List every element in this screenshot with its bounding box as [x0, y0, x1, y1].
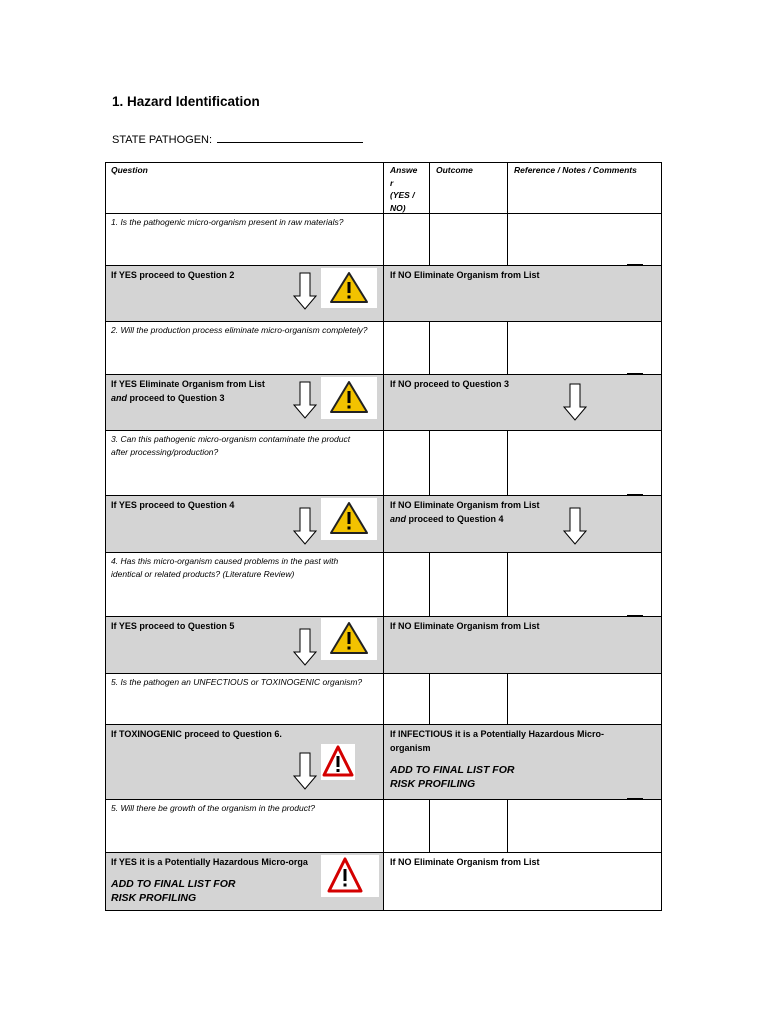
action-6-yes: If YES it is a Potentially Hazardous Micro-orga — [111, 857, 308, 867]
warning-yellow-icon — [321, 498, 377, 540]
action-5-toxinogenic: If TOXINOGENIC proceed to Question 6. — [111, 729, 282, 739]
header-reference: Reference / Notes / Comments — [514, 165, 637, 175]
action-5-infectious: If INFECTIOUS it is a Potentially Hazardous Micro- organism ADD TO FINAL LIST FOR RISK PROFILING — [390, 729, 605, 790]
question-1: 1. Is the pathogenic micro-organism present in raw materials? — [111, 217, 344, 227]
down-arrow-icon — [293, 752, 317, 790]
warning-yellow-icon — [321, 618, 377, 660]
down-arrow-icon — [293, 272, 317, 310]
down-arrow-icon — [293, 507, 317, 545]
state-pathogen-label: STATE PATHOGEN: — [112, 134, 213, 146]
down-arrow-icon — [293, 381, 317, 419]
down-arrow-icon — [293, 628, 317, 666]
question-3: 3. Can this pathogenic micro-organism contaminate the product after processing/production? — [111, 434, 351, 457]
state-pathogen-field — [112, 132, 363, 146]
action-3-no: If NO Eliminate Organism from List and proceed to Question 4 — [390, 500, 540, 524]
hazard-table — [105, 162, 662, 911]
question-4: 4. Has this micro-organism caused problems in the past with identical or related products? (Literature Review) — [111, 556, 339, 579]
question-6: 5. Will there be growth of the organism in the product? — [111, 803, 316, 813]
warning-red-icon — [321, 744, 355, 780]
action-2-yes: If YES Eliminate Organism from List and proceed to Question 3 — [111, 379, 265, 403]
action-4-yes: If YES proceed to Question 5 — [111, 621, 235, 631]
action-1-no: If NO Eliminate Organism from List — [390, 270, 540, 280]
page-title: 1. Hazard Identification — [112, 94, 260, 109]
warning-red-icon — [321, 855, 379, 897]
action-1-yes: If YES proceed to Question 2 — [111, 270, 235, 280]
header-question: Question — [111, 165, 148, 175]
header-answer: Answe r (YES / NO) — [390, 165, 418, 213]
header-outcome: Outcome — [436, 165, 473, 175]
warning-yellow-icon — [321, 377, 377, 419]
warning-yellow-icon — [321, 268, 377, 308]
action-2-no: If NO proceed to Question 3 — [390, 379, 510, 389]
action-3-yes: If YES proceed to Question 4 — [111, 500, 235, 510]
down-arrow-icon — [563, 383, 587, 421]
action-6-no: If NO Eliminate Organism from List — [390, 857, 540, 867]
question-2: 2. Will the production process eliminate micro-organism completely? — [111, 325, 368, 335]
action-4-no: If NO Eliminate Organism from List — [390, 621, 540, 631]
question-5: 5. Is the pathogen an UNFECTIOUS or TOXINOGENIC organism? — [111, 677, 363, 687]
pathogen-blank-line — [217, 132, 363, 143]
action-6-final-list: ADD TO FINAL LIST FOR RISK PROFILING — [111, 878, 236, 904]
down-arrow-icon — [563, 507, 587, 545]
